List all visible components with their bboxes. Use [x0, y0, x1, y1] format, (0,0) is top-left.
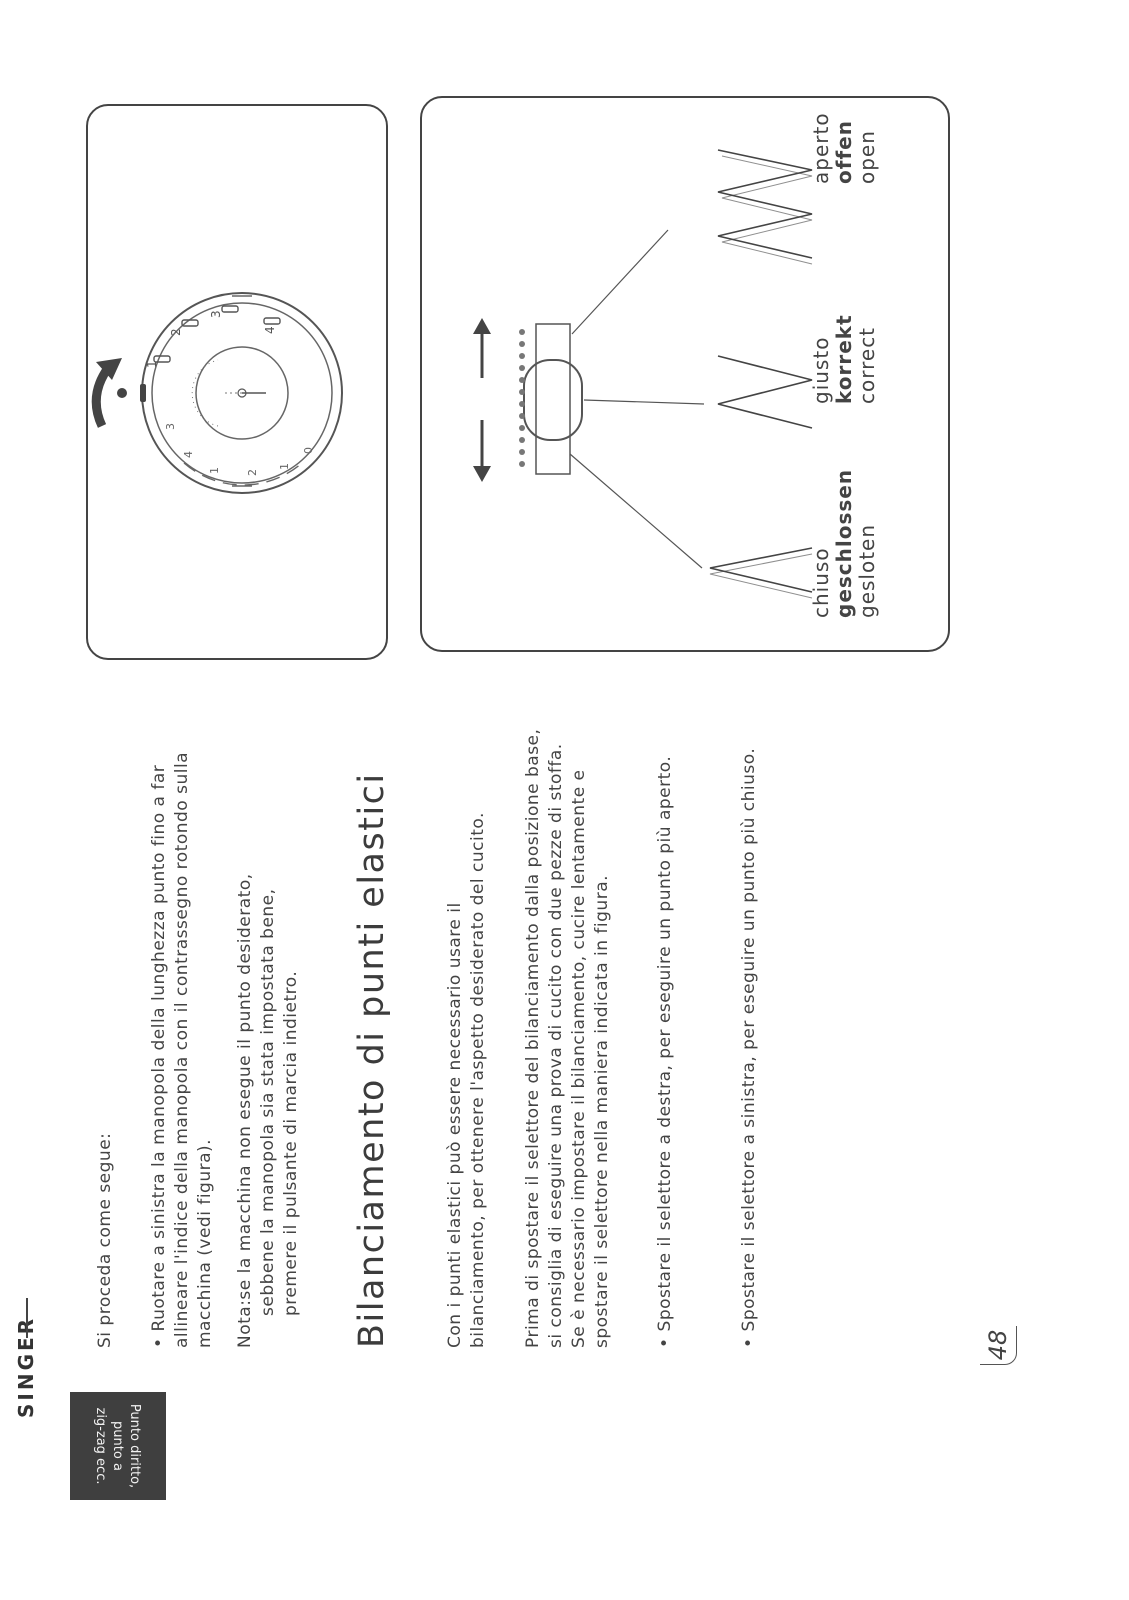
note-line: Nota:se la macchina non esegue il punto desiderato, [235, 873, 255, 1348]
note-text [234, 788, 303, 1348]
page-number: 48 [980, 1326, 1017, 1365]
dial-illustration [88, 106, 386, 658]
section-tab [70, 1392, 166, 1500]
label-correct [810, 314, 879, 404]
stitch-correct-icon [718, 356, 812, 428]
dial-index-mark [140, 384, 146, 402]
instruction-text: Spostare il selettore a destra, per eseguire un punto più aperto. [655, 755, 675, 1332]
label-nl: gesloten [855, 523, 879, 618]
section-heading: Bilanciamento di punti elastici [352, 772, 392, 1348]
stitch-open-icon [718, 150, 812, 258]
paragraph: Prima di spostare il selettore del bilanciamento dalla posizione base, si consiglia di eseguire una prova di cucito con due pezze di stoffa. Se è necessario impostare il bilanciamento, cucire lentamente e spostare il selettore nella maniera indicata in figura. [523, 728, 612, 1348]
balance-slider-knob [524, 360, 582, 440]
dial-marker-label: 2 [169, 328, 183, 336]
dial-marker-label: 4 [263, 326, 277, 334]
arrow-right-icon [473, 318, 491, 334]
brand-logo: SINGER [14, 1315, 38, 1418]
label-it: aperto [809, 112, 833, 184]
dial-marker-label: 3 [209, 310, 223, 318]
dial-scale-label: 0 [302, 447, 315, 454]
label-en: correct [855, 326, 879, 404]
stitch-length-dial-figure [86, 104, 388, 660]
instruction-bullet [148, 728, 217, 1348]
instruction-bullet [738, 728, 761, 1348]
label-open [810, 112, 879, 184]
dial-scale-label: 4 [182, 451, 195, 458]
intro-text: Si proceda come segue: [95, 1132, 115, 1348]
dial-scale-label: 1 [208, 467, 221, 474]
label-de: offen [832, 120, 856, 184]
section-tab-line: zig-zag ecc. [93, 1407, 109, 1485]
section-tab-line: punto a [110, 1421, 126, 1471]
label-closed [810, 469, 879, 618]
label-it: chiuso [809, 547, 833, 618]
note-line: premere il pulsante di marcia indietro. [281, 970, 301, 1316]
paragraph: Con i punti elastici può essere necessario usare il bilanciamento, per ottenere l'aspetto desiderato del cucito. [445, 812, 488, 1348]
section-tab-line: Punto diritto, [127, 1403, 143, 1489]
dial-scale-label: 2 [246, 469, 259, 476]
arrow-left-icon [473, 466, 491, 482]
machine-round-mark [117, 388, 127, 398]
label-en: open [855, 130, 879, 184]
brand-underline [26, 1298, 28, 1338]
balance-slot [536, 324, 570, 474]
dial-scale-label: 3 [164, 423, 177, 430]
stitch-closed-icon [710, 548, 812, 592]
label-de: korrekt [832, 314, 856, 404]
instruction-bullet [654, 728, 677, 1348]
label-it: giusto [809, 336, 833, 404]
instruction-text: Spostare il selettore a sinistra, per eseguire un punto più chiuso. [739, 747, 759, 1332]
dial-scale-label: 1 [278, 463, 291, 470]
instruction-text: Ruotare a sinistra la manopola della lunghezza punto fino a far allineare l'indice della manopola con il contrassegno rotondo sulla macchina (vedi figura). [149, 751, 215, 1348]
dial-marker-label: 1 [145, 360, 159, 368]
note-line: sebbene la manopola sia stata impostata bene, [258, 888, 278, 1316]
label-de: geschlossen [832, 468, 856, 618]
